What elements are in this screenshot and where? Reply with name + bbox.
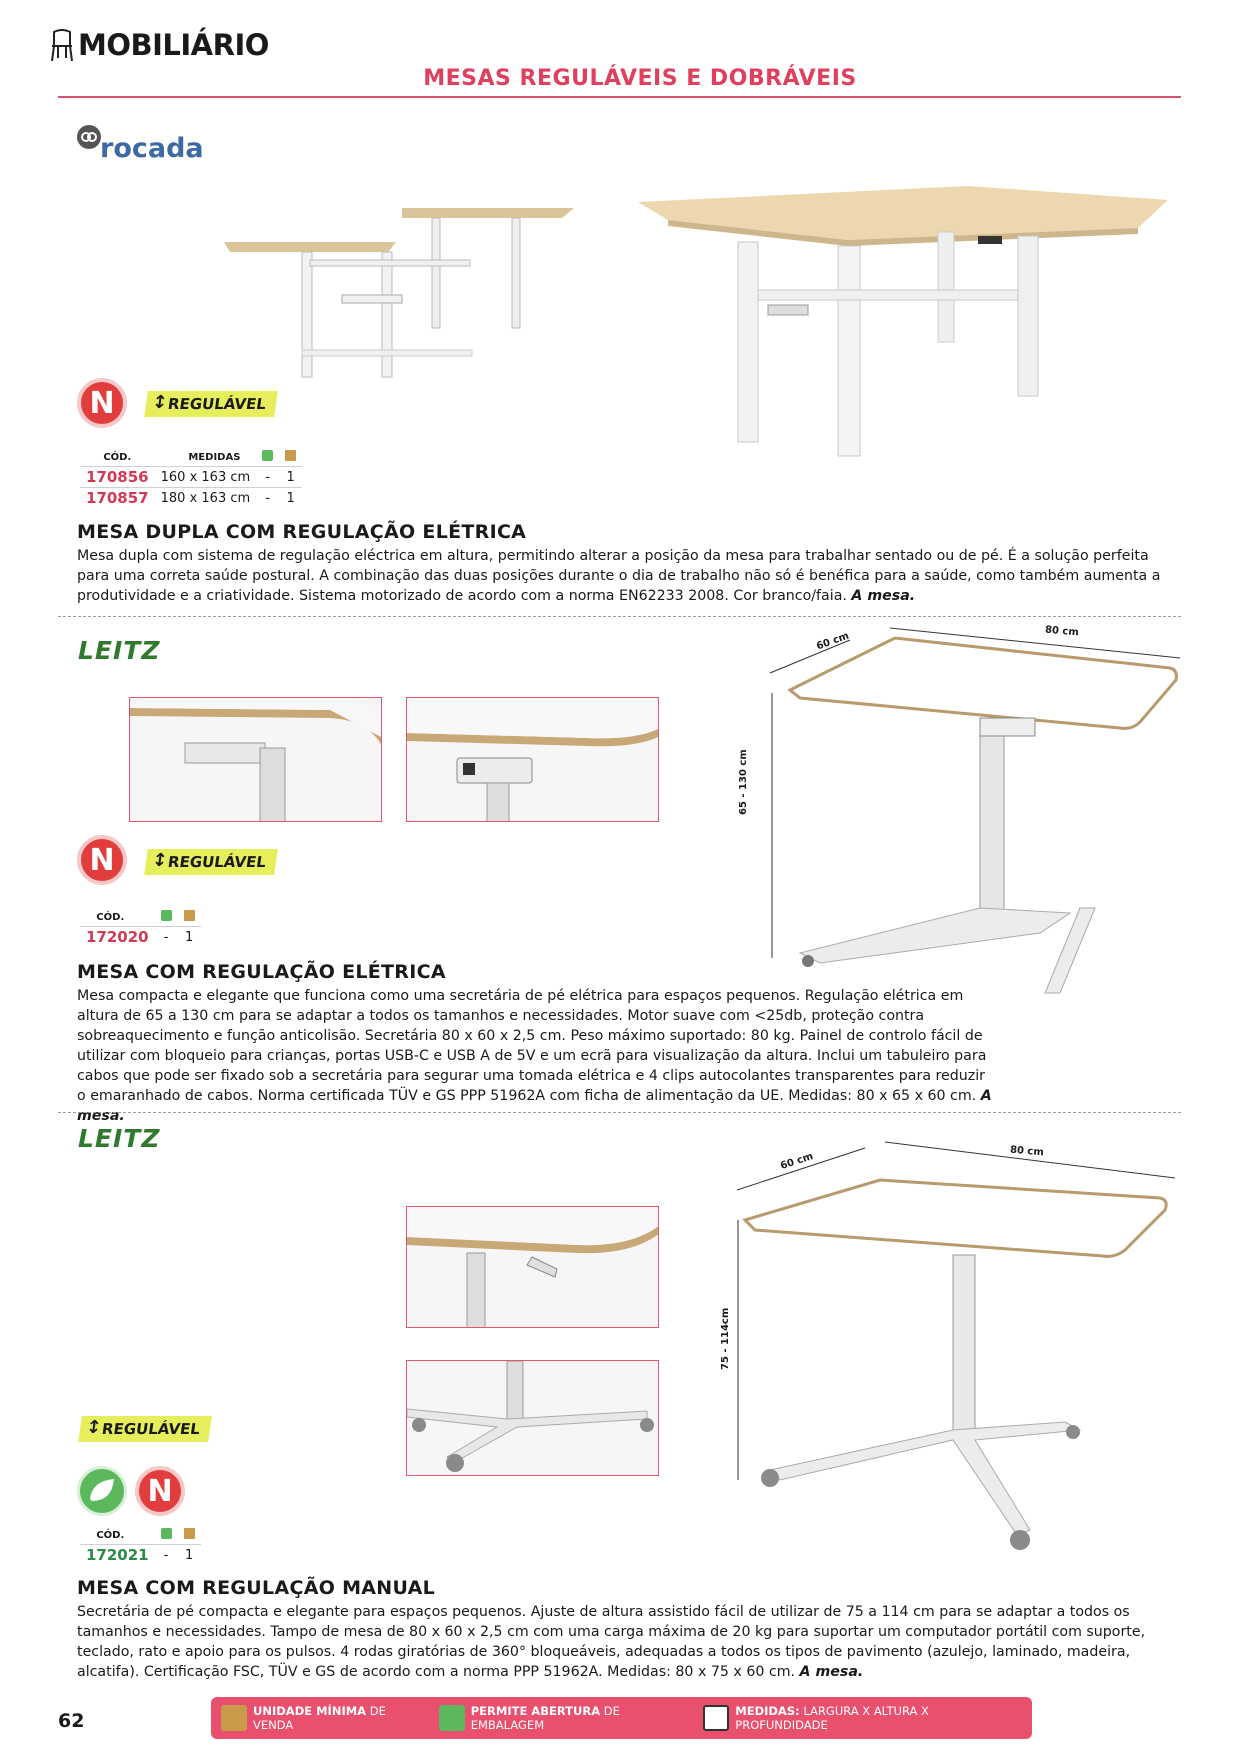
rocada-logo-text: rocada xyxy=(100,133,204,164)
measure-icon xyxy=(703,1705,729,1731)
leitz-logo-text: LEITZ xyxy=(78,636,161,665)
rocada-logo xyxy=(76,124,204,164)
open-box-icon xyxy=(439,1705,465,1731)
updown-arrow-icon: ↕ xyxy=(150,392,169,413)
chair-icon xyxy=(48,28,76,62)
col-opening-header xyxy=(155,908,178,927)
col-unit-header xyxy=(178,1526,201,1545)
legend-rest: LARGURA X ALTURA X PROFUNDIDADE xyxy=(735,1704,929,1732)
product-opening: - xyxy=(155,927,178,948)
detail-image-base-wheels xyxy=(406,1360,659,1476)
unit-note: A mesa. xyxy=(77,1088,992,1124)
table-row xyxy=(80,488,302,509)
header-rule xyxy=(58,96,1181,98)
description-text: Mesa dupla com sistema de regulação eléctrica em altura, permitindo alterar a posição da mesa para trabalhar sentado ou de pé. É a solução perfeita para uma correta saúde postural. A combinação das duas posições durante o dia de trabalho não só é benéfica para a saúde, como também aumenta a produtividade e a criatividade. Sistema motorizado de acordo com a norma EN62233 2008. Cor branco/faia. xyxy=(77,548,1161,604)
product-image-standing-desk-electric xyxy=(740,618,1190,998)
legend-rest: DE EMBALAGEM xyxy=(470,1704,620,1732)
legend-item-opening xyxy=(439,1704,684,1732)
box-icon xyxy=(184,910,195,921)
regulavel-badge xyxy=(144,391,278,417)
legend-item-measures xyxy=(703,1704,1008,1732)
eco-leaf-icon xyxy=(77,1466,127,1516)
detail-image-control-panel xyxy=(406,697,659,822)
dimension-height-label: 75 - 114cm xyxy=(720,1307,731,1370)
table-row xyxy=(80,927,201,948)
product-title: MESA DUPLA COM REGULAÇÃO ELÉTRICA xyxy=(77,521,527,543)
product-image-double-desk-large xyxy=(638,180,1168,460)
leitz-logo xyxy=(78,1124,161,1153)
col-code-header: CÓD. xyxy=(96,1529,125,1541)
product-image-standing-desk-manual xyxy=(725,1140,1185,1560)
product-unit: 1 xyxy=(279,488,302,509)
open-box-icon xyxy=(161,910,172,921)
product-unit: 1 xyxy=(178,1545,201,1566)
product-code: 172021 xyxy=(80,1545,155,1566)
product-code: 170856 xyxy=(80,467,155,488)
table-row xyxy=(80,467,302,488)
legend-bold: PERMITE ABERTURA xyxy=(470,1704,601,1718)
col-code-header: CÓD. xyxy=(103,451,132,463)
unit-note: A mesa. xyxy=(799,1664,864,1680)
col-measures-header: MEDIDAS xyxy=(188,451,241,463)
product-unit: 1 xyxy=(178,927,201,948)
legend-item-unit xyxy=(221,1704,419,1732)
page-number: 62 xyxy=(58,1710,85,1732)
code-table xyxy=(80,448,302,508)
table-row xyxy=(80,1545,201,1566)
legend-bold: MEDIDAS: xyxy=(735,1704,800,1718)
code-table xyxy=(80,908,201,947)
dimension-depth-label: 60 cm xyxy=(779,1151,815,1172)
description-text: Mesa compacta e elegante que funciona como uma secretária de pé elétrica para espaços pequenos. Regulação elétrica em altura de 65 a 130 cm para se adaptar a todos os tamanhos e necessidades. Motor suave com <25db, proteção contra sobreaquecimento e função anticolisão. Secretária 80 x 60 x 2,5 cm. Peso máximo suportado: 80 kg. Painel de controlo fácil de utilizar com bloqueio para crianças, portas USB-C e USB A de 5V e um ecrã para visualização da altura. Inclui um tabuleiro para cabos que pode ser fixado sob a secretária para segurar uma tomada elétrica e 4 clips autocolantes transparentes para reduzir o emaranhado de cabos. Norma certificada TÜV e GS PPP 51962A com ficha de alimentação da UE. Medidas: 80 x 65 x 60 cm. xyxy=(77,988,987,1104)
dimension-width-label: 80 cm xyxy=(1044,624,1080,639)
detail-image-tabletop-lever xyxy=(406,1206,659,1328)
dimension-width-label: 80 cm xyxy=(1009,1144,1045,1159)
product-title: MESA COM REGULAÇÃO MANUAL xyxy=(77,1577,436,1599)
product-description xyxy=(77,986,995,1126)
dimension-height-label: 65 - 130 cm xyxy=(738,749,749,815)
footer-legend xyxy=(211,1697,1032,1739)
section-divider xyxy=(58,616,1181,617)
box-icon xyxy=(221,1705,247,1731)
product-measures: 160 x 163 cm xyxy=(155,467,257,488)
legend-bold: UNIDADE MÍNIMA xyxy=(253,1704,367,1718)
col-unit-header xyxy=(279,448,302,467)
open-box-icon xyxy=(262,450,273,461)
product-measures: 180 x 163 cm xyxy=(155,488,257,509)
product-code: 172020 xyxy=(80,927,155,948)
col-code-header: CÓD. xyxy=(96,911,125,923)
product-title: MESA COM REGULAÇÃO ELÉTRICA xyxy=(77,961,446,983)
page-subtitle: MESAS REGULÁVEIS E DOBRÁVEIS xyxy=(423,66,857,91)
section-divider xyxy=(58,1112,1181,1113)
unit-note: A mesa. xyxy=(851,588,916,604)
product-opening: - xyxy=(256,488,279,509)
box-icon xyxy=(184,1528,195,1539)
col-unit-header xyxy=(178,908,201,927)
new-badge: N xyxy=(77,378,127,428)
product-description xyxy=(77,1602,1167,1682)
product-opening: - xyxy=(256,467,279,488)
dimension-depth-label: 60 cm xyxy=(815,630,851,653)
rocada-mark-icon xyxy=(76,124,102,150)
code-table xyxy=(80,1526,201,1565)
regulavel-badge-label: REGULÁVEL xyxy=(166,395,268,413)
regulavel-badge-label: REGULÁVEL xyxy=(100,1420,202,1438)
description-text: Secretária de pé compacta e elegante para espaços pequenos. Ajuste de altura assistido fácil de utilizar de 75 a 114 cm para se adaptar a todos os tamanhos e necessidades. Tampo de mesa de 80 x 60 x 2,5 cm com uma carga máxima de 20 kg para suportar um computador portátil com suporte, teclado, rato e apoio para os pulsos. 4 rodas giratórias de 360° bloqueáveis, adequadas a todos os tipos de pavimento (azulejo, laminado, madeira, alcatifa). Certificação FSC, TÜV e GS de acordo com a norma PPP 51962A. Medidas: 80 x 75 x 60 cm. xyxy=(77,1604,1146,1680)
updown-arrow-icon: ↕ xyxy=(150,850,169,871)
regulavel-badge xyxy=(144,849,278,875)
new-badge: N xyxy=(135,1466,185,1516)
open-box-icon xyxy=(161,1528,172,1539)
box-icon xyxy=(285,450,296,461)
product-description xyxy=(77,546,1167,606)
updown-arrow-icon: ↕ xyxy=(84,1417,103,1438)
product-image-double-desk-small xyxy=(222,200,582,385)
detail-image-cable-tray xyxy=(129,697,382,822)
col-opening-header xyxy=(155,1526,178,1545)
regulavel-badge-label: REGULÁVEL xyxy=(166,853,268,871)
col-opening-header xyxy=(256,448,279,467)
leitz-logo xyxy=(78,636,161,665)
product-unit: 1 xyxy=(279,467,302,488)
section-title: MOBILIÁRIO xyxy=(78,28,269,62)
product-opening: - xyxy=(155,1545,178,1566)
leitz-logo-text: LEITZ xyxy=(78,1124,161,1153)
new-badge: N xyxy=(77,835,127,885)
legend-rest: DE VENDA xyxy=(253,1704,386,1732)
product-code: 170857 xyxy=(80,488,155,509)
regulavel-badge xyxy=(78,1416,212,1442)
